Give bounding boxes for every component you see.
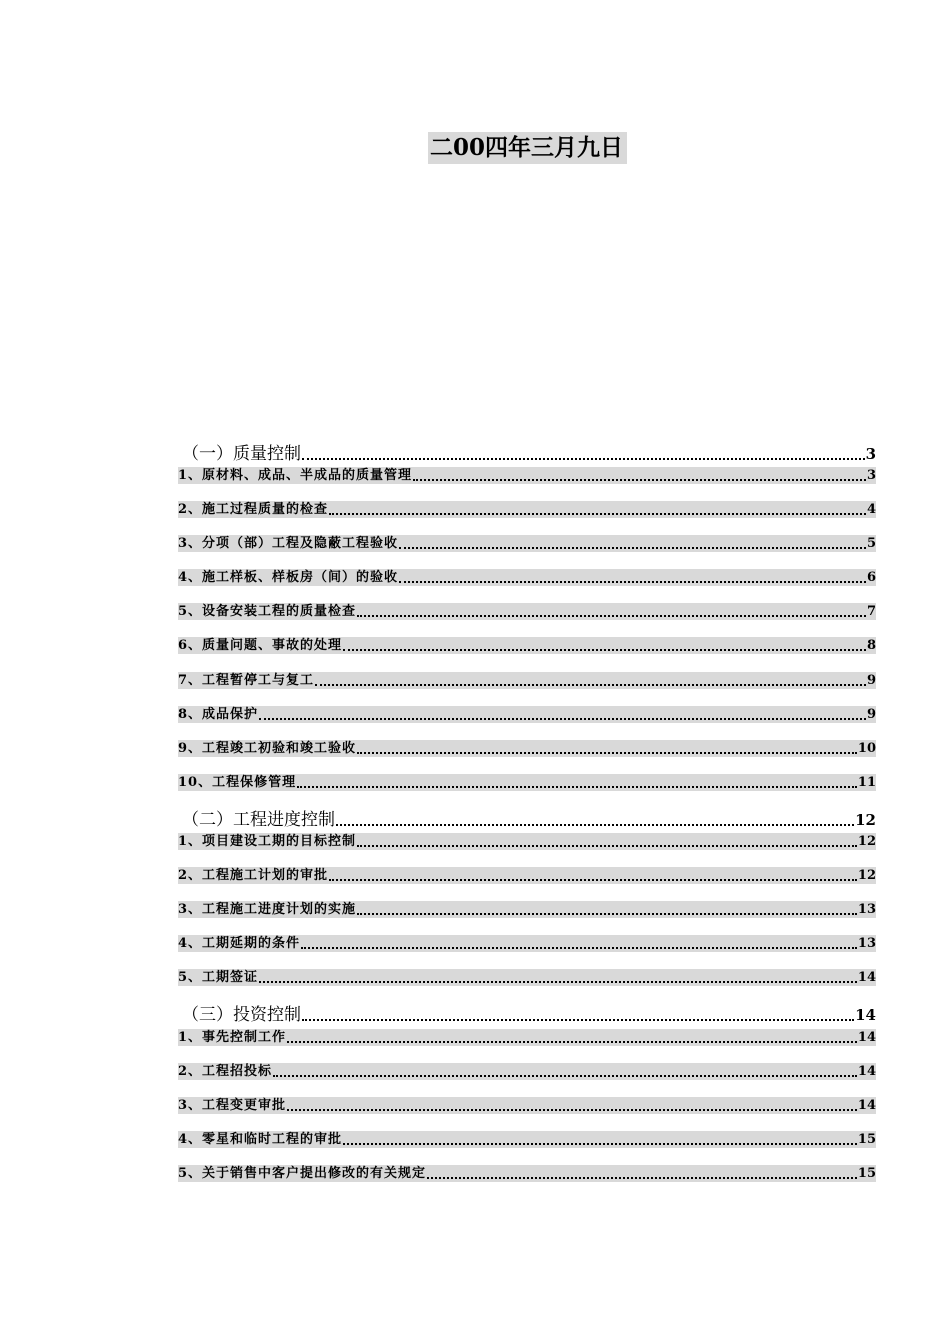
toc-dot-leader	[357, 845, 857, 847]
toc-page-number: 11	[857, 775, 876, 790]
toc-page-number: 15	[857, 1166, 876, 1181]
toc-dot-leader	[329, 879, 857, 881]
toc-entry-label: 3、工程变更审批	[178, 1098, 287, 1113]
toc-entry-label: （二）工程进度控制	[182, 810, 335, 829]
toc-page-number: 14	[857, 1030, 876, 1045]
toc-dot-leader	[287, 1041, 857, 1043]
toc-entry[interactable]	[178, 1063, 876, 1080]
toc-dot-leader	[399, 547, 866, 549]
toc-entry-label: 5、关于销售中客户提出修改的有关规定	[178, 1166, 427, 1181]
toc-entry-label: （一）质量控制	[182, 444, 301, 463]
toc-entry-label: （三）投资控制	[182, 1005, 301, 1024]
toc-dot-leader	[301, 947, 857, 949]
toc-dot-leader	[259, 718, 866, 720]
toc-entry-label: 2、施工过程质量的检查	[178, 502, 329, 517]
toc-dot-leader	[427, 1177, 857, 1179]
toc-page-number: 10	[857, 741, 876, 756]
toc-entry[interactable]	[178, 1029, 876, 1046]
toc-page-number: 14	[857, 1064, 876, 1079]
toc-entry[interactable]	[178, 1165, 876, 1182]
toc-entry-label: 8、成品保护	[178, 707, 259, 722]
toc-entry[interactable]	[178, 706, 876, 723]
toc-entry-label: 2、工程施工计划的审批	[178, 868, 329, 883]
toc-page-number: 9	[866, 673, 876, 688]
toc-entry[interactable]	[178, 535, 876, 552]
toc-dot-leader	[302, 1019, 854, 1021]
toc-entry[interactable]	[178, 603, 876, 620]
toc-page-number: 12	[857, 868, 876, 883]
toc-entry-label: 1、事先控制工作	[178, 1030, 287, 1045]
toc-section-entry[interactable]	[178, 807, 876, 829]
toc-dot-leader	[297, 786, 857, 788]
toc-dot-leader	[357, 913, 857, 915]
toc-page-number: 13	[857, 902, 876, 917]
toc-page-number: 4	[866, 502, 876, 517]
toc-dot-leader	[413, 479, 866, 481]
toc-page-number: 8	[866, 638, 876, 653]
toc-page-number: 14	[857, 1098, 876, 1113]
toc-entry[interactable]	[178, 467, 876, 484]
toc-entry-label: 3、工程施工进度计划的实施	[178, 902, 357, 917]
toc-dot-leader	[329, 513, 866, 515]
toc-entry-label: 5、设备安装工程的质量检查	[178, 604, 357, 619]
toc-dot-leader	[315, 684, 866, 686]
toc-entry[interactable]	[178, 637, 876, 654]
toc-dot-leader	[343, 1143, 857, 1145]
toc-entry[interactable]	[178, 774, 876, 791]
toc-dot-leader	[336, 824, 854, 826]
toc-entry-label: 9、工程竣工初验和竣工验收	[178, 741, 357, 756]
toc-page-number: 12	[855, 811, 876, 829]
toc-entry[interactable]	[178, 1097, 876, 1114]
toc-entry-label: 3、分项（部）工程及隐蔽工程验收	[178, 536, 399, 551]
toc-entry-label: 10、工程保修管理	[178, 775, 297, 790]
toc-section-entry[interactable]	[178, 441, 876, 463]
toc-entry-label: 4、工期延期的条件	[178, 936, 301, 951]
toc-page-number: 9	[866, 707, 876, 722]
toc-entry[interactable]	[178, 569, 876, 586]
toc-entry-label: 4、零星和临时工程的审批	[178, 1132, 343, 1147]
toc-entry-label: 6、质量问题、事故的处理	[178, 638, 343, 653]
toc-entry-label: 4、施工样板、样板房（间）的验收	[178, 570, 399, 585]
toc-entry[interactable]	[178, 740, 876, 757]
toc-dot-leader	[357, 752, 857, 754]
toc-entry-label: 7、工程暂停工与复工	[178, 673, 315, 688]
toc-page-number: 15	[857, 1132, 876, 1147]
toc-entry[interactable]	[178, 901, 876, 918]
toc-entry[interactable]	[178, 501, 876, 518]
toc-entry[interactable]	[178, 672, 876, 689]
toc-dot-leader	[287, 1109, 857, 1111]
toc-entry[interactable]	[178, 833, 876, 850]
toc-page-number: 3	[865, 445, 876, 463]
toc-page-number: 13	[857, 936, 876, 951]
toc-dot-leader	[273, 1075, 857, 1077]
toc-page-number: 14	[857, 970, 876, 985]
toc-dot-leader	[343, 649, 866, 651]
toc-entry-label: 1、项目建设工期的目标控制	[178, 834, 357, 849]
toc-entry-label: 5、工期签证	[178, 970, 259, 985]
toc-entry[interactable]	[178, 935, 876, 952]
toc-page-number: 5	[866, 536, 876, 551]
toc-entry-label: 2、工程招投标	[178, 1064, 273, 1079]
toc-dot-leader	[259, 981, 857, 983]
toc-entry[interactable]	[178, 1131, 876, 1148]
toc-section-entry[interactable]	[178, 1002, 876, 1024]
toc-page-number: 14	[855, 1006, 876, 1024]
toc-entry[interactable]	[178, 867, 876, 884]
toc-page-number: 7	[866, 604, 876, 619]
toc-dot-leader	[399, 581, 866, 583]
toc-page-number: 3	[866, 468, 876, 483]
toc-page-number: 12	[857, 834, 876, 849]
toc-dot-leader	[357, 615, 866, 617]
toc-page-number: 6	[866, 570, 876, 585]
toc-entry[interactable]	[178, 969, 876, 986]
toc-entry-label: 1、原材料、成品、半成品的质量管理	[178, 468, 413, 483]
toc-dot-leader	[302, 458, 865, 460]
document-date: 二00四年三月九日	[428, 132, 627, 164]
